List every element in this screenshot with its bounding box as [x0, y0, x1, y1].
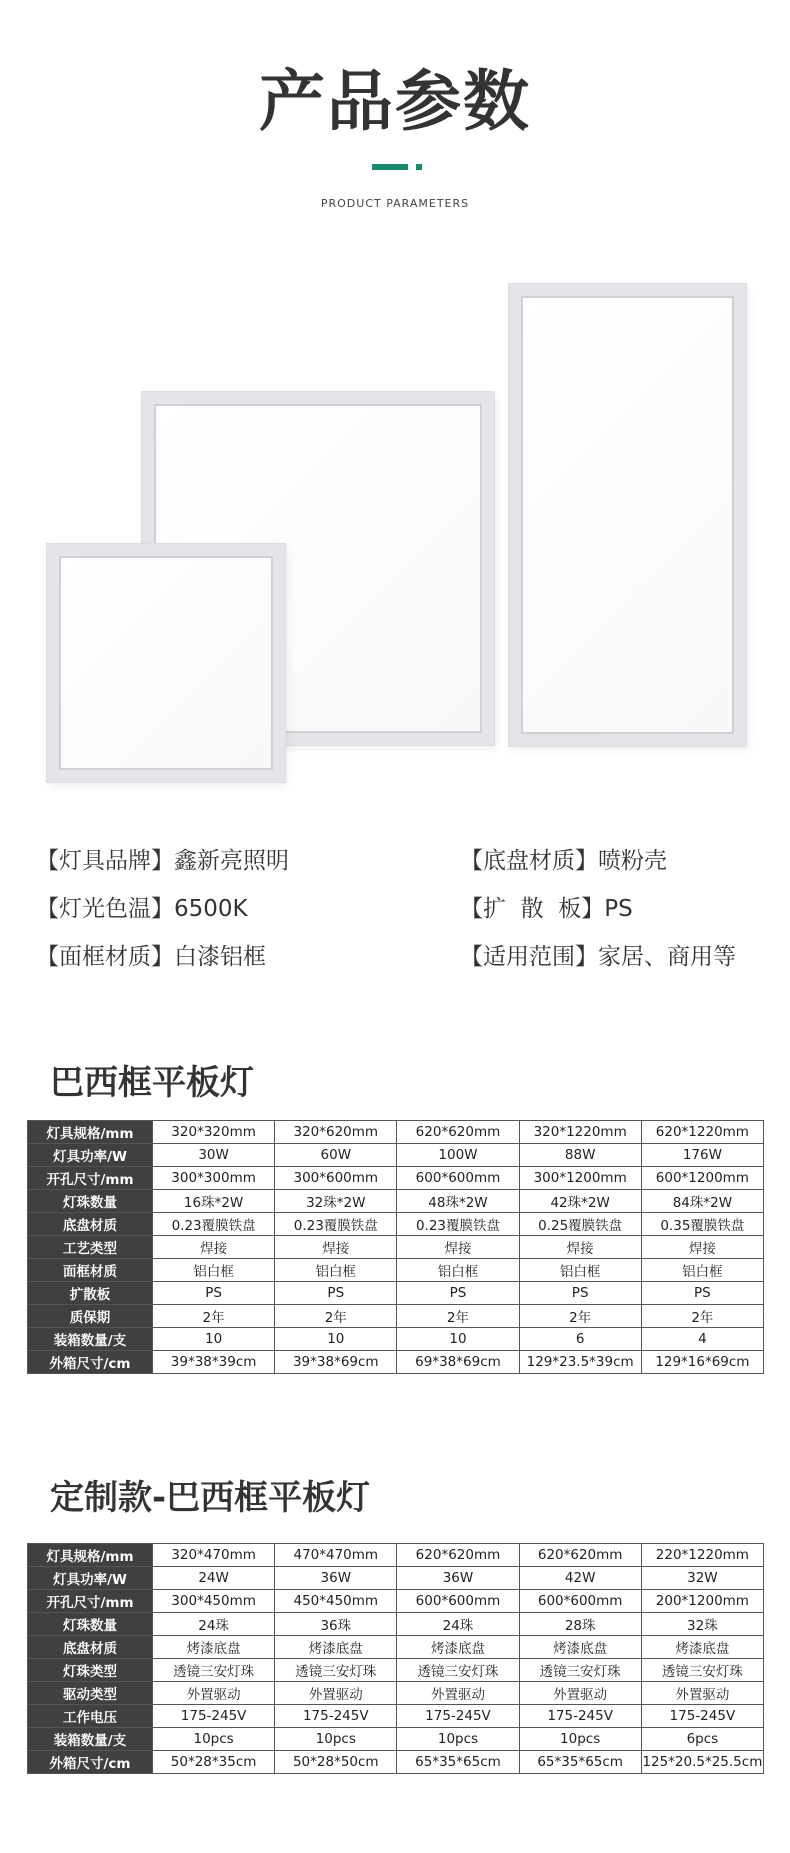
table-cell: 620*620mm [397, 1121, 519, 1144]
table-cell: 外置驱动 [519, 1682, 641, 1705]
table-cell: 2年 [641, 1305, 763, 1328]
table-cell: 600*600mm [519, 1590, 641, 1613]
table-cell: 36W [275, 1567, 397, 1590]
table-cell: 10pcs [519, 1728, 641, 1751]
table-cell: 0.23覆膜铁盘 [153, 1213, 275, 1236]
table-row [28, 1590, 764, 1613]
section-title-table1: 巴西框平板灯 [50, 1063, 254, 1103]
row-header: 外箱尺寸/cm [28, 1751, 153, 1774]
table-row [28, 1567, 764, 1590]
table-cell: 10 [153, 1328, 275, 1351]
section-title-table2: 定制款-巴西框平板灯 [50, 1478, 371, 1518]
table-cell: PS [641, 1282, 763, 1305]
table-row [28, 1328, 764, 1351]
panel-light-small-square [47, 544, 285, 782]
table-cell: 24珠 [153, 1613, 275, 1636]
panel-light-large-rectangular [509, 284, 746, 746]
row-header: 工作电压 [28, 1705, 153, 1728]
table-cell: 36W [397, 1567, 519, 1590]
table-cell: 焊接 [275, 1236, 397, 1259]
table-cell: 透镜三安灯珠 [641, 1659, 763, 1682]
table-cell: 175-245V [397, 1705, 519, 1728]
table-row [28, 1236, 764, 1259]
row-header: 装箱数量/支 [28, 1728, 153, 1751]
table-cell: 外置驱动 [153, 1682, 275, 1705]
spec-base-material: 【底盘材质】喷粉壳 [460, 848, 667, 874]
page-title: 产品参数 [259, 63, 531, 140]
table-cell: 620*620mm [519, 1544, 641, 1567]
table-cell: 32珠*2W [275, 1190, 397, 1213]
table-cell: 32珠 [641, 1613, 763, 1636]
table-cell: 600*600mm [397, 1167, 519, 1190]
table-cell: 焊接 [397, 1236, 519, 1259]
table-row [28, 1305, 764, 1328]
table-cell: 24珠 [397, 1613, 519, 1636]
spec-application-scope: 【适用范围】家居、商用等 [460, 944, 736, 970]
table-cell: 烤漆底盘 [275, 1636, 397, 1659]
table-cell: 0.23覆膜铁盘 [397, 1213, 519, 1236]
table-cell: 200*1200mm [641, 1590, 763, 1613]
table-cell: 铝白框 [153, 1259, 275, 1282]
table-cell: 300*450mm [153, 1590, 275, 1613]
table-cell: 外置驱动 [275, 1682, 397, 1705]
table-cell: 铝白框 [519, 1259, 641, 1282]
row-header: 灯珠数量 [28, 1190, 153, 1213]
params-table-standard [27, 1120, 764, 1374]
table-cell: 600*1200mm [641, 1167, 763, 1190]
table-cell: 透镜三安灯珠 [519, 1659, 641, 1682]
table-cell: 28珠 [519, 1613, 641, 1636]
table-cell: 6 [519, 1328, 641, 1351]
table-cell: 2年 [275, 1305, 397, 1328]
row-header: 外箱尺寸/cm [28, 1351, 153, 1374]
table-cell: 10pcs [275, 1728, 397, 1751]
table-cell: 烤漆底盘 [641, 1636, 763, 1659]
row-header: 开孔尺寸/mm [28, 1167, 153, 1190]
table-row [28, 1728, 764, 1751]
table-cell: 450*450mm [275, 1590, 397, 1613]
spec-frame-material: 【面框材质】白漆铝框 [36, 944, 266, 970]
table-row [28, 1121, 764, 1144]
table-cell: 129*23.5*39cm [519, 1351, 641, 1374]
table-row [28, 1282, 764, 1305]
table-cell: 470*470mm [275, 1544, 397, 1567]
table-cell: 0.35覆膜铁盘 [641, 1213, 763, 1236]
table-cell: 10 [397, 1328, 519, 1351]
row-header: 质保期 [28, 1305, 153, 1328]
table-cell: PS [397, 1282, 519, 1305]
row-header: 装箱数量/支 [28, 1328, 153, 1351]
row-header: 底盘材质 [28, 1636, 153, 1659]
table-cell: 320*470mm [153, 1544, 275, 1567]
table-cell: 129*16*69cm [641, 1351, 763, 1374]
row-header: 扩散板 [28, 1282, 153, 1305]
table-cell: 透镜三安灯珠 [275, 1659, 397, 1682]
table-cell: 32W [641, 1567, 763, 1590]
table-cell: 铝白框 [275, 1259, 397, 1282]
table-cell: 88W [519, 1144, 641, 1167]
table-cell: 176W [641, 1144, 763, 1167]
table-cell: 175-245V [153, 1705, 275, 1728]
table-cell: 透镜三安灯珠 [397, 1659, 519, 1682]
table-cell: 300*1200mm [519, 1167, 641, 1190]
row-header: 灯具规格/mm [28, 1121, 153, 1144]
row-header: 驱动类型 [28, 1682, 153, 1705]
table-cell: 42珠*2W [519, 1190, 641, 1213]
table-row [28, 1167, 764, 1190]
table-row [28, 1659, 764, 1682]
row-header: 开孔尺寸/mm [28, 1590, 153, 1613]
table-cell: 50*28*35cm [153, 1751, 275, 1774]
params-table-custom [27, 1543, 764, 1774]
table-cell: 10 [275, 1328, 397, 1351]
table-cell: 0.23覆膜铁盘 [275, 1213, 397, 1236]
table-cell: 320*620mm [275, 1121, 397, 1144]
table-cell: 300*600mm [275, 1167, 397, 1190]
table-cell: 600*600mm [397, 1590, 519, 1613]
table-cell: 焊接 [641, 1236, 763, 1259]
table-row [28, 1213, 764, 1236]
table-cell: 65*35*65cm [519, 1751, 641, 1774]
table-cell: PS [519, 1282, 641, 1305]
table-cell: 320*320mm [153, 1121, 275, 1144]
table-cell: 84珠*2W [641, 1190, 763, 1213]
table-cell: 4 [641, 1328, 763, 1351]
spec-color-temperature: 【灯光色温】6500K [36, 896, 248, 922]
table-cell: 69*38*69cm [397, 1351, 519, 1374]
table-cell: 10pcs [397, 1728, 519, 1751]
row-header: 灯具功率/W [28, 1144, 153, 1167]
table-cell: 6pcs [641, 1728, 763, 1751]
title-accent-dot [416, 164, 422, 170]
table-cell: 24W [153, 1567, 275, 1590]
table-cell: 2年 [397, 1305, 519, 1328]
table-cell: 烤漆底盘 [397, 1636, 519, 1659]
table-row [28, 1751, 764, 1774]
table-cell: 烤漆底盘 [153, 1636, 275, 1659]
spec-brand: 【灯具品牌】鑫新亮照明 [36, 848, 289, 874]
table-cell: 175-245V [519, 1705, 641, 1728]
table-cell: 外置驱动 [641, 1682, 763, 1705]
table-cell: 烤漆底盘 [519, 1636, 641, 1659]
table-cell: 39*38*39cm [153, 1351, 275, 1374]
table-row [28, 1613, 764, 1636]
table-cell: 48珠*2W [397, 1190, 519, 1213]
table-cell: 16珠*2W [153, 1190, 275, 1213]
table-row [28, 1144, 764, 1167]
table-row [28, 1705, 764, 1728]
page-subtitle: PRODUCT PARAMETERS [320, 197, 470, 210]
table-cell: 30W [153, 1144, 275, 1167]
table-cell: 175-245V [275, 1705, 397, 1728]
table-cell: 2年 [153, 1305, 275, 1328]
row-header: 底盘材质 [28, 1213, 153, 1236]
table-cell: 100W [397, 1144, 519, 1167]
row-header: 灯珠数量 [28, 1613, 153, 1636]
table-cell: 外置驱动 [397, 1682, 519, 1705]
table-cell: 10pcs [153, 1728, 275, 1751]
table-cell: 320*1220mm [519, 1121, 641, 1144]
table-cell: 焊接 [519, 1236, 641, 1259]
table-row [28, 1636, 764, 1659]
table-cell: 36珠 [275, 1613, 397, 1636]
table-cell: 39*38*69cm [275, 1351, 397, 1374]
table-cell: 620*1220mm [641, 1121, 763, 1144]
row-header: 灯珠类型 [28, 1659, 153, 1682]
table-cell: 60W [275, 1144, 397, 1167]
table-cell: 铝白框 [641, 1259, 763, 1282]
table-cell: 0.25覆膜铁盘 [519, 1213, 641, 1236]
table-cell: 50*28*50cm [275, 1751, 397, 1774]
table-cell: 175-245V [641, 1705, 763, 1728]
table-cell: 透镜三安灯珠 [153, 1659, 275, 1682]
table-row [28, 1259, 764, 1282]
table-row [28, 1544, 764, 1567]
table-cell: 65*35*65cm [397, 1751, 519, 1774]
table-cell: PS [153, 1282, 275, 1305]
row-header: 灯具规格/mm [28, 1544, 153, 1567]
table-row [28, 1190, 764, 1213]
row-header: 灯具功率/W [28, 1567, 153, 1590]
table-cell: 2年 [519, 1305, 641, 1328]
table-cell: 220*1220mm [641, 1544, 763, 1567]
row-header: 面框材质 [28, 1259, 153, 1282]
table-cell: 42W [519, 1567, 641, 1590]
table-cell: 铝白框 [397, 1259, 519, 1282]
row-header: 工艺类型 [28, 1236, 153, 1259]
table-cell: PS [275, 1282, 397, 1305]
table-cell: 125*20.5*25.5cm [641, 1751, 763, 1774]
table-cell: 焊接 [153, 1236, 275, 1259]
table-row [28, 1351, 764, 1374]
table-cell: 620*620mm [397, 1544, 519, 1567]
table-cell: 300*300mm [153, 1167, 275, 1190]
table-row [28, 1682, 764, 1705]
title-accent-bar [372, 164, 408, 170]
spec-diffuser: 【扩 散 板】PS [460, 896, 633, 922]
